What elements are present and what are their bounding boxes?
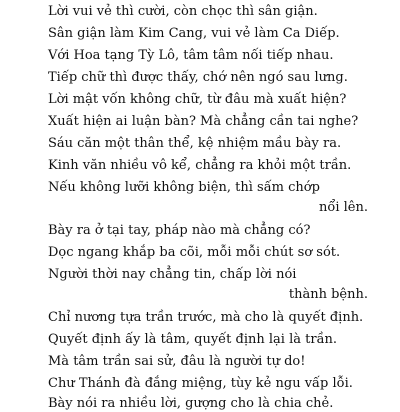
verse-line: Chư Thánh đà đắng miệng, tùy kẻ ngu vấp lỗi. [48,376,353,391]
verse-line: Bày ra ở tại tay, pháp nào mà chẳng có? [48,223,311,238]
verse-line: Sáu căn một thân thể, kệ nhiệm mầu bày ra. [48,136,342,151]
verse-line: Lời mật vốn không chữ, từ đâu mà xuất hiện? [48,92,347,107]
verse-line: Chỉ nương tựa trần trước, mà cho là quyết định. [48,310,364,325]
verse-line: Với Hoa tạng Tỳ Lô, tâm tâm nối tiếp nhau. [48,48,334,63]
verse-line: Người thời nay chẳng tin, chấp lời nói [48,267,297,282]
verse-line-continuation: nổi lên. [319,200,368,215]
verse-line: Mà tâm trần sai sử, đâu là người tự do! [48,354,306,369]
verse-line: Tiếp chữ thì được thấy, chớ nên ngó sau lưng. [48,70,348,85]
verse-line: Kinh văn nhiều vô kể, chẳng ra khỏi một trần. [48,158,352,173]
verse-line: Bày nói ra nhiều lời, gượng cho là chia chẻ. [48,396,334,411]
verse-line: Nếu không lưỡi không biện, thì sấm chớp [48,180,320,195]
verse-line: Quyết định ấy là tâm, quyết định lại là trần. [48,332,338,347]
verse-line: Xuất hiện ai luận bàn? Mà chẳng cần tai nghe? [48,114,359,129]
verse-line-continuation: thành bệnh. [288,287,368,302]
verse-line: Dọc ngang khắp ba cõi, mỗi mỗi chút sơ sót. [48,245,341,260]
verse-line: Lời vui vẻ thì cười, còn chọc thì sân giận. [48,4,318,19]
verse-line: Sân giận làm Kim Cang, vui vẻ làm Ca Diếp. [48,26,340,41]
